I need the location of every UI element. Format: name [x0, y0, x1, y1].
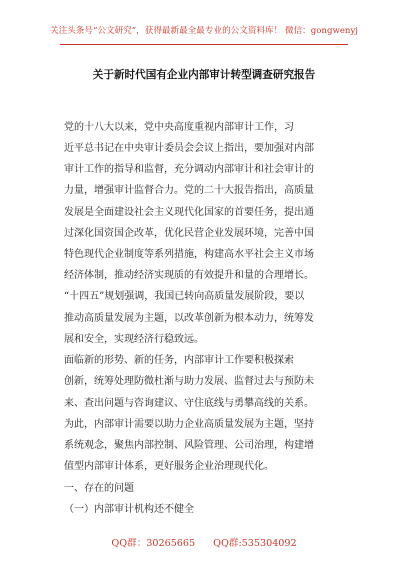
body-line: 特色现代企业制度等系列措施，构建高水平社会主义市场: [64, 249, 314, 260]
body-line: 力量，增强审计监督合力。党的二十大报告指出，高质量: [64, 185, 314, 196]
section-heading: 一、存在的问题: [64, 483, 134, 494]
body-line: 展和安全，实现经济行稳致远。: [64, 334, 204, 345]
header-divider: [60, 44, 348, 45]
qq-group-2: QQ群:535304092: [213, 538, 297, 549]
document-title: 关于新时代国有企业内部审计转型调查研究报告: [92, 69, 316, 81]
subsection-heading: （一）内部审计机构还不健全: [64, 504, 194, 515]
body-line: 面临新的形势、新的任务，内部审计工作要积极探索: [64, 355, 294, 366]
body-line: 经济体制，推动经济实现质的有效提升和量的合理增长。: [64, 270, 314, 281]
body-line: 来、查出问题与咨询建议、守住底线与勇攀高线的关系。: [64, 398, 314, 409]
footer-contact: [0, 535, 408, 549]
body-line: “十四五”规划强调，我国已转向高质量发展阶段，要以: [64, 291, 305, 302]
body-line: 为此，内部审计需要以助力企业高质量发展为主题，坚持: [64, 419, 314, 430]
body-line: 审计工作的指导和监督，充分调动内部审计和社会审计的: [64, 164, 314, 175]
body-line: 过深化国资国企改革，优化民营企业发展环境，完善中国: [64, 228, 314, 239]
body-line: 值型内部审计体系，更好服务企业治理现代化。: [64, 461, 274, 472]
body-line: 推动高质量发展为主题，以改革创新为根本动力，统筹发: [64, 313, 314, 324]
body-line: 系统观念，聚焦内部控制、风险管理、公司治理，构建增: [64, 440, 314, 451]
body-line: 发展是全面建设社会主义现代化国家的首要任务，提出通: [64, 207, 314, 218]
body-line: 创新，统筹处理防微杜渐与助力发展、监督过去与预防未: [64, 376, 314, 387]
body-line: 近平总书记在中央审计委员会会议上指出，要加强对内部: [64, 143, 314, 154]
body-line: 党的十八大以来，党中央高度重视内部审计工作，习: [64, 122, 294, 133]
qq-group-1: QQ群：30265665: [111, 538, 196, 549]
header-banner: 关注头条号“公文研究”，获得最新最全最专业的公文资料库！ 微信：gongwenyj: [50, 26, 358, 36]
